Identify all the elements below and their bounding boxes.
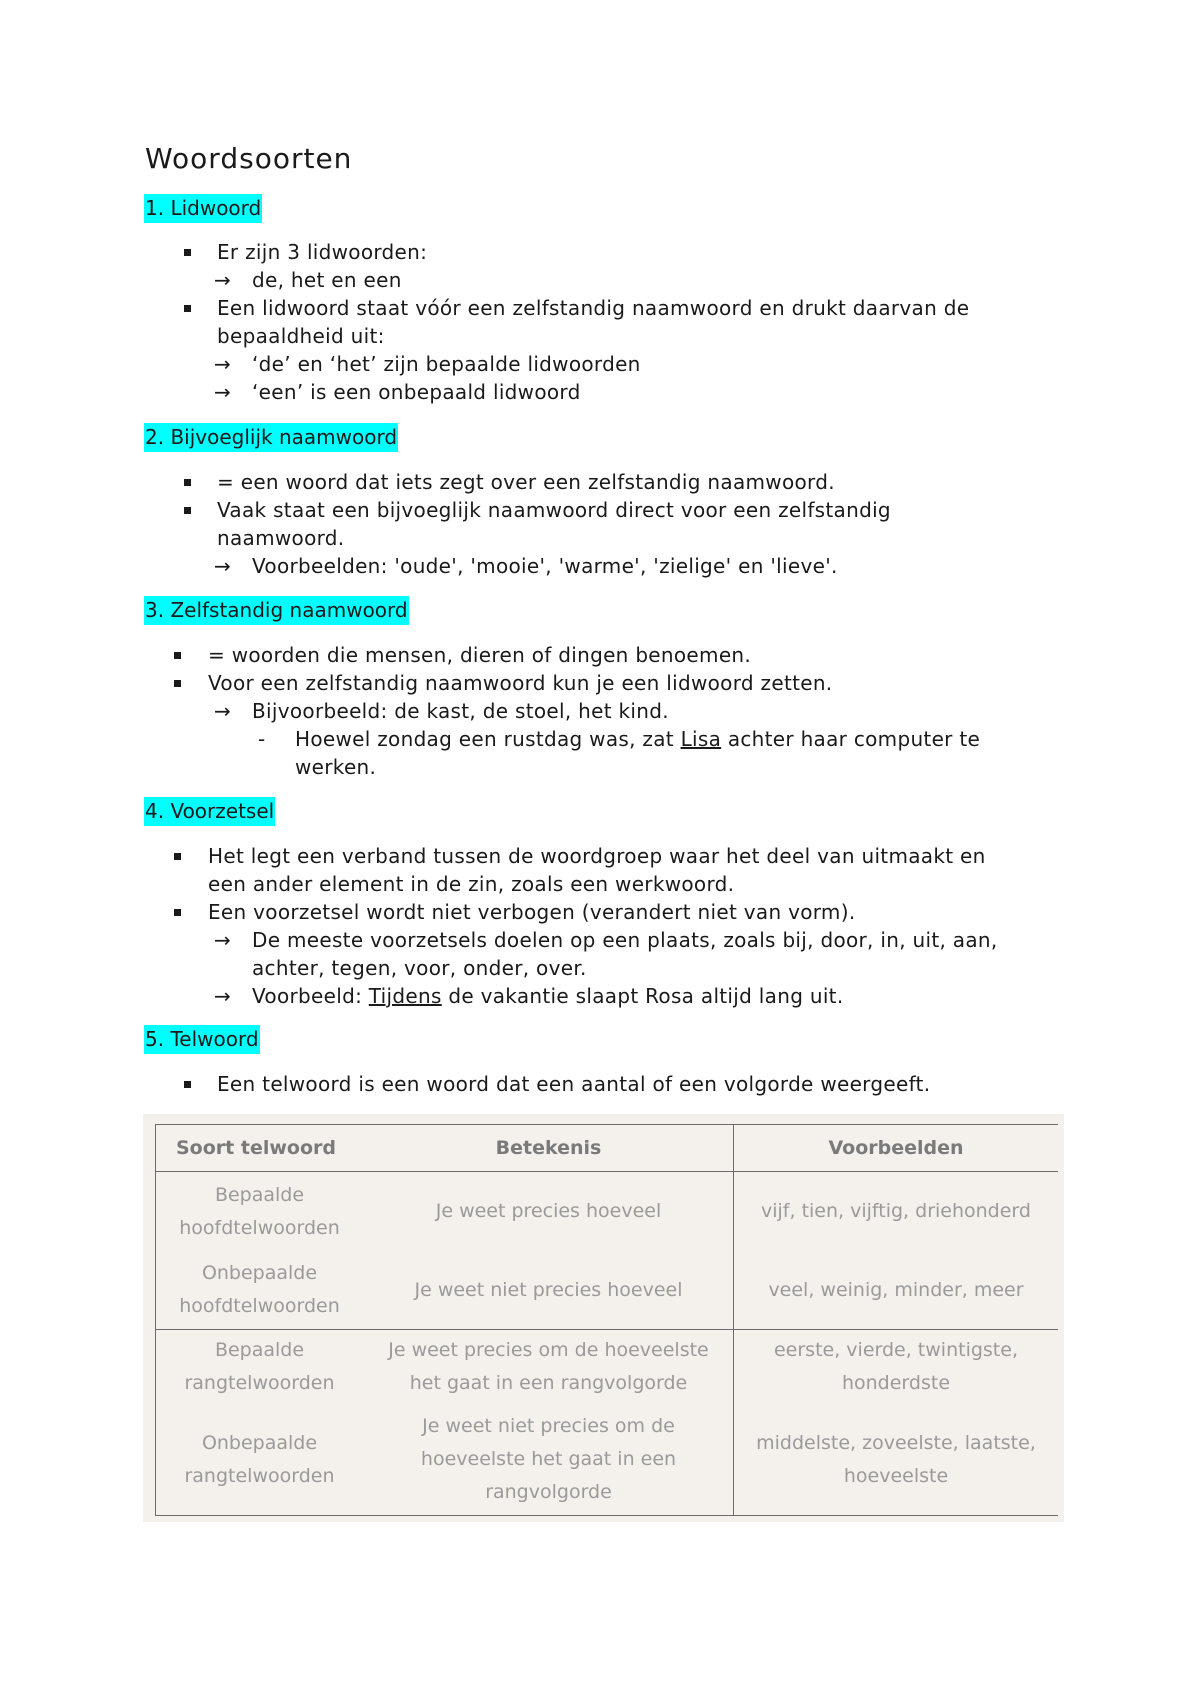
table-row [155, 1251, 364, 1329]
list-item: Het legt een verband tussen de woordgroep waar het deel van uitmaakt en [208, 844, 986, 868]
arrow-icon: → [214, 352, 231, 376]
table-cell-text: honderdste [841, 1372, 951, 1394]
list-subitem: Voorbeelden: 'oude', 'mooie', 'warme', 'zielige' en 'lieve'. [252, 554, 838, 578]
list-subitem-continuation: achter, tegen, voor, onder, over. [252, 956, 587, 980]
table-cell-soort: Bepaalde [214, 1183, 305, 1206]
list-item-continuation: naamwoord. [217, 526, 345, 550]
section-heading-lidwoord: 1. Lidwoord [144, 194, 262, 223]
list-item: = woorden die mensen, dieren of dingen benoemen. [208, 643, 752, 667]
table-cell-betekenis: Je weet precies hoeveel [435, 1200, 662, 1222]
section-heading-bijvoeglijk-naamwoord: 2. Bijvoeglijk naamwoord [144, 423, 398, 452]
arrow-icon: → [214, 554, 231, 578]
table-cell-betekenis: Je weet niet precies hoeveel [414, 1278, 683, 1301]
table-cell-soort: hoofdtelwoorden [179, 1295, 340, 1317]
list-item: Voor een zelfstandig naamwoord kun je een lidwoord zetten. [208, 671, 833, 695]
arrow-icon: → [214, 928, 231, 952]
example-sentence-continuation: werken. [295, 755, 377, 779]
table-cell-text: hoeveelste het gaat in een [420, 1448, 677, 1470]
table-cell-voorbeelden: veel, weinig, minder, meer [768, 1278, 1024, 1301]
list-item: Een voorzetsel wordt niet verbogen (verandert niet van vorm). [208, 900, 856, 924]
bullet-marker [184, 249, 191, 256]
list-item: Vaak staat een bijvoeglijk naamwoord direct voor een zelfstandig [217, 498, 891, 522]
arrow-icon: → [214, 699, 231, 723]
list-item-continuation: een ander element in de zin, zoals een werkwoord. [208, 872, 735, 896]
table-grid [155, 1124, 1058, 1516]
bullet-marker [184, 507, 191, 514]
sentence-part: Voorbeeld: [252, 984, 369, 1008]
table-cell-text: eerste, vierde, twintigste, [773, 1339, 1018, 1361]
list-item: Een lidwoord staat vóór een zelfstandig naamwoord en drukt daarvan de [217, 296, 970, 320]
underlined-word: Lisa [680, 727, 722, 751]
list-item: Er zijn 3 lidwoorden: [217, 240, 428, 264]
section-heading-zelfstandig-naamwoord: 3. Zelfstandig naamwoord [144, 596, 409, 625]
list-subitem: ‘de’ en ‘het’ zijn bepaalde lidwoorden [252, 352, 641, 376]
table-cell-soort: hoofdtelwoorden [179, 1216, 340, 1239]
list-item: = een woord dat iets zegt over een zelfstandig naamwoord. [217, 470, 835, 494]
table-cell-betekenis [364, 1330, 733, 1404]
bullet-marker [184, 305, 191, 312]
telwoord-table [143, 1114, 1064, 1522]
bullet-marker [184, 479, 191, 486]
table-cell-voorbeelden [734, 1404, 1058, 1515]
bullet-marker [174, 652, 181, 659]
table-cell-betekenis [364, 1404, 733, 1515]
table-row [155, 1330, 364, 1404]
arrow-icon: → [214, 380, 231, 404]
table-cell-soort: rangtelwoorden [184, 1372, 335, 1394]
table-row [155, 1172, 364, 1251]
section-heading-voorzetsel: 4. Voorzetsel [144, 797, 275, 826]
bullet-marker [184, 1081, 191, 1088]
table-header-soort: Soort telwoord [176, 1136, 336, 1159]
table-cell-text: Je weet precies om de hoeveelste [388, 1339, 709, 1361]
underlined-word: Tijdens [368, 984, 442, 1008]
table-cell-voorbeelden: vijf, tien, vijftig, driehonderd [761, 1200, 1031, 1222]
section-heading-telwoord: 5. Telwoord [144, 1025, 260, 1054]
list-subitem: ‘een’ is een onbepaald lidwoord [252, 380, 581, 404]
sentence-part: achter haar computer te [721, 727, 981, 751]
list-item-continuation: bepaaldheid uit: [217, 324, 385, 348]
arrow-icon: → [214, 984, 231, 1008]
table-cell-voorbeelden [734, 1330, 1058, 1404]
table-cell-text: hoeveelste [843, 1464, 949, 1487]
table-cell-text: het gaat in een rangvolgorde [409, 1372, 688, 1394]
table-cell-soort: Onbepaalde [201, 1431, 318, 1454]
table-row [155, 1404, 364, 1515]
table-cell-soort: Bepaalde [214, 1339, 305, 1361]
bullet-marker [174, 680, 181, 687]
table-cell-soort: Onbepaalde [201, 1262, 318, 1284]
table-header-voorbeelden: Voorbeelden [828, 1136, 964, 1159]
sentence-part: de vakantie slaapt Rosa altijd lang uit. [441, 984, 844, 1008]
bullet-marker [174, 909, 181, 916]
table-cell-text: middelste, zoveelste, laatste, [756, 1431, 1036, 1454]
table-cell-text: Je weet niet precies om de [422, 1415, 675, 1437]
bullet-marker [174, 853, 181, 860]
list-subitem: Bijvoorbeeld: de kast, de stoel, het kind. [252, 699, 669, 723]
arrow-icon: → [214, 268, 231, 292]
dash-marker: - [258, 727, 266, 751]
table-header-betekenis: Betekenis [495, 1136, 602, 1159]
list-subitem [252, 982, 843, 1010]
list-item: Een telwoord is een woord dat een aantal of een volgorde weergeeft. [217, 1072, 931, 1096]
page-title: Woordsoorten [145, 142, 353, 175]
list-subitem: De meeste voorzetsels doelen op een plaats, zoals bij, door, in, uit, aan, [252, 928, 998, 952]
table-border [155, 1515, 1058, 1516]
table-cell-text: rangvolgorde [485, 1481, 612, 1503]
table-cell-soort: rangtelwoorden [184, 1464, 335, 1487]
sentence-part: Hoewel zondag een rustdag was, zat [295, 727, 681, 751]
example-sentence [295, 725, 980, 753]
list-subitem: de, het en een [252, 268, 402, 292]
